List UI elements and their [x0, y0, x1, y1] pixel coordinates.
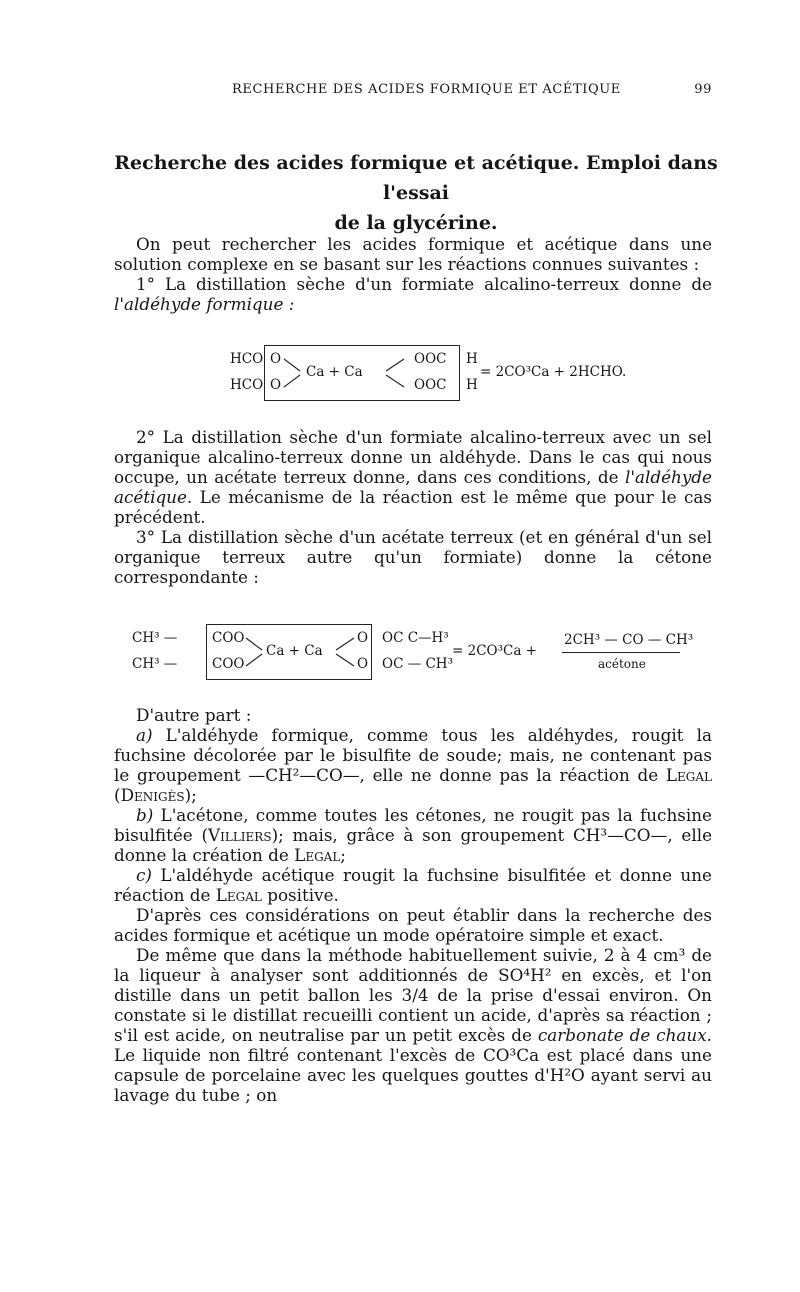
considerations-paragraph: D'après ces considérations on peut établir dans la recherche des acides formique et acétique un mode opératoire simple et exact.	[114, 905, 712, 945]
item-c-marker: c)	[136, 865, 152, 885]
item-a-end: ;	[191, 785, 197, 805]
reaction1-emph: l'aldéhyde formique :	[114, 294, 295, 314]
item-b-villiers: Villiers	[208, 825, 272, 845]
formula-acetone	[132, 618, 712, 690]
page-number: 99	[694, 82, 712, 97]
reaction2-block	[114, 427, 712, 587]
f2-o-bottom: O	[357, 656, 369, 672]
item-b-marker: b)	[136, 805, 154, 825]
reaction3-paragraph: 3° La distillation sèche d'un acétate terreux (et en général d'un sel organique terreux autre qu'un formiate) donne la cétone correspondante :	[114, 527, 712, 587]
reaction2-text: 2° La distillation sèche d'un formiate alcalino-terreux avec un sel organique alcalino-terreux donne un aldéhyde. Dans le cas qui nous occupe, un acétate terreux donne, dans ces conditions, de	[114, 427, 712, 487]
item-b-text2: ); mais, grâce à son groupement CH³—CO—, elle donne la création de	[114, 825, 713, 865]
f2-o-top: O	[357, 630, 369, 646]
f2-coo-bottom: COO	[212, 656, 245, 672]
f1-result: = 2CO³Ca + 2HCHO.	[480, 364, 627, 380]
f2-coo-top: COO	[212, 630, 245, 646]
f1-o-bottom: O	[270, 377, 282, 393]
notes-block	[114, 705, 712, 1105]
item-b-legal: Legal	[294, 845, 341, 865]
f2-result: = 2CO³Ca +	[452, 643, 537, 659]
intro-block	[114, 234, 712, 314]
f2-right-bottom: OC — CH³	[382, 656, 453, 672]
f1-ooc-bottom: OOC	[414, 377, 447, 393]
item-a-deniges: Denigès	[120, 785, 185, 805]
f2-right-top: OC C—H³	[382, 630, 449, 646]
item-a-text: L'aldéhyde formique, comme tous les aldéhydes, rougit la fuchsine décolorée par le bisulfite de soude; mais, ne contenant pas le groupement —CH²—CO—, elle ne donne pas la réaction de	[114, 725, 712, 785]
f2-left-bottom: CH³ —	[132, 656, 178, 672]
f1-ooc-top: OOC	[414, 351, 447, 367]
reaction1-text: 1° La distillation sèche d'un formiate alcalino-terreux donne de	[136, 274, 712, 294]
reaction2-emph: l'aldéhyde acétique.	[114, 467, 712, 507]
item-a-marker: a)	[136, 725, 153, 745]
f1-left-top: HCO	[230, 351, 264, 367]
f1-ca-ca: Ca + Ca	[306, 364, 363, 380]
method-text2: Le liquide non filtré contenant l'excès de CO³Ca est placé dans une capsule de porcelaine avec les quelques gouttes d'H²O ayant servi au lavage du tube ; on	[114, 1045, 712, 1105]
f2-ca-ca: Ca + Ca	[266, 643, 323, 659]
reaction2-tail: Le mécanisme de la réaction est le même que pour le cas précédent.	[114, 487, 712, 527]
f1-h-bottom: H	[466, 377, 478, 393]
f1-h-top: H	[466, 351, 478, 367]
section-title-line2: de la glycérine.	[334, 212, 498, 234]
reaction1-paragraph	[114, 274, 712, 314]
running-head-title: RECHERCHE DES ACIDES FORMIQUE ET ACÉTIQUE	[232, 82, 621, 97]
section-title	[106, 148, 726, 238]
item-a: a) L'aldéhyde formique, comme tous les aldéhydes, rougit la fuchsine décolorée par le bisulfite de soude; mais, ne contenant pas le groupement —CH²—CO—, elle ne donne pas la réaction de Legal (Denigès);	[114, 725, 712, 805]
reaction2-paragraph	[114, 427, 712, 527]
f2-denominator: acétone	[598, 657, 646, 671]
item-b-text1: L'acétone, comme toutes les cétones, ne rougit pas la fuchsine bisulfitée (	[114, 805, 712, 845]
item-b-end: ;	[340, 845, 346, 865]
item-c-text: L'aldéhyde acétique rougit la fuchsine bisulfitée et donne une réaction de	[114, 865, 712, 905]
method-paragraph	[114, 945, 712, 1105]
f2-numerator: 2CH³ — CO — CH³	[564, 632, 694, 648]
f2-fraction-line	[562, 652, 680, 653]
item-c-legal: Legal	[215, 885, 262, 905]
f1-left-bottom: HCO	[230, 377, 264, 393]
f1-o-top: O	[270, 351, 282, 367]
method-emph: carbonate de chaux.	[537, 1025, 713, 1045]
formula-formic	[230, 345, 627, 405]
intro-paragraph: On peut rechercher les acides formique et acétique dans une solution complexe en se basant sur les réactions connues suivantes :	[114, 234, 712, 274]
item-c-end: positive.	[267, 885, 339, 905]
f2-left-top: CH³ —	[132, 630, 178, 646]
method-text1: De même que dans la méthode habituellement suivie, 2 à 4 cm³ de la liqueur à analyser sont additionnés de SO⁴H² en excès, et l'on distille dans un petit ballon les 3/4 de la prise d'essai environ. On constate si le distillat recueilli contient un acide, d'après sa réaction ; s'il est acide, on neutralise par un petit excès de	[114, 945, 712, 1045]
item-c	[114, 865, 712, 905]
item-b	[114, 805, 712, 865]
item-a-legal: Legal	[665, 765, 712, 785]
otherwise-paragraph: D'autre part :	[136, 705, 252, 725]
section-title-line1: Recherche des acides formique et acétique. Emploi dans l'essai	[114, 152, 718, 204]
